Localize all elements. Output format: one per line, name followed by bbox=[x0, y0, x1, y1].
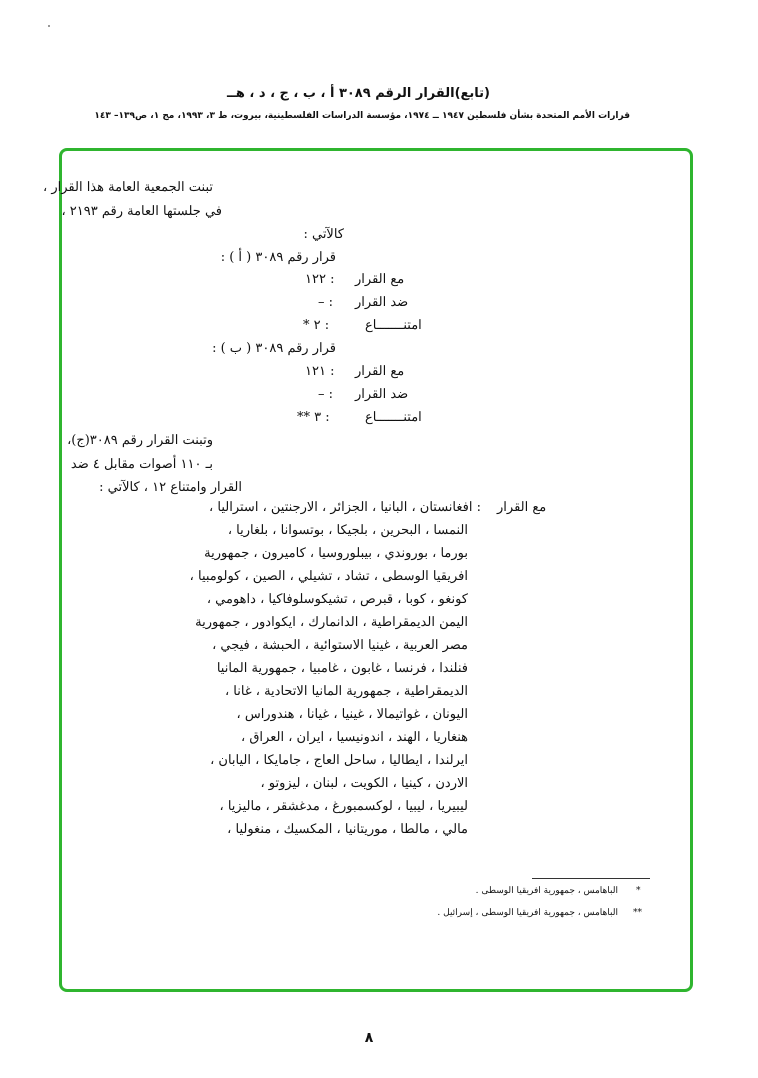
country-list-line: فنلندا ، فرنسا ، غابون ، غامبيا ، جمهورية المانيا bbox=[216, 661, 468, 676]
footnote-rule bbox=[532, 878, 650, 879]
country-list-line: اليونان ، غواتيمالا ، غينيا ، غيانا ، هندوراس ، bbox=[236, 707, 468, 722]
resolution-c-line: بـ ١١٠ أصوات مقابل ٤ ضد bbox=[70, 457, 213, 472]
vote-label: امتنـــــــاع bbox=[365, 410, 422, 425]
intro-line: تبنت الجمعية العامة هذا القرار ، bbox=[43, 180, 213, 195]
resolution-a-heading: قرار رقم ٣٠٨٩ ( أ ) : bbox=[220, 250, 336, 265]
country-list-line: : افغانستان ، البانيا ، الجزائر ، الارجنتين ، استراليا ، bbox=[209, 500, 481, 515]
country-list-line: الديمقراطية ، جمهورية المانيا الاتحادية ، غانا ، bbox=[224, 684, 468, 699]
vote-label: ضد القرار bbox=[355, 387, 409, 402]
footnote-text: الباهامس ، جمهورية افريقيا الوسطى ، إسرائيل . bbox=[437, 908, 618, 918]
intro-line: في جلستها العامة رقم ٢١٩٣ ، bbox=[61, 204, 222, 219]
vote-label: امتنـــــــاع bbox=[365, 318, 422, 333]
page-number: ٨ bbox=[364, 1030, 374, 1046]
country-list-line: النمسا ، البحرين ، بلجيكا ، بوتسوانا ، بلغاريا ، bbox=[227, 523, 468, 538]
country-list-line: كونغو ، كوبا ، قبرص ، تشيكوسلوفاكيا ، داهومي ، bbox=[206, 592, 468, 607]
vote-label: ضد القرار bbox=[355, 295, 409, 310]
vote-value: : – bbox=[318, 295, 334, 310]
intro-line: كالآتي : bbox=[303, 227, 344, 242]
country-list-line: مصر العربية ، غينيا الاستوائية ، الحبشة ، فيجي ، bbox=[212, 638, 468, 653]
vote-value: : ١٢٢ bbox=[305, 272, 335, 287]
country-list-line: ليبيريا ، ليبيا ، لوكسمبورغ ، مدغشقر ، ماليزيا ، bbox=[219, 799, 468, 814]
country-list-line: اليمن الديمقراطية ، الدانمارك ، ايكوادور ، جمهورية bbox=[195, 615, 468, 630]
vote-label: مع القرار bbox=[355, 364, 405, 379]
source-citation: قرارات الأمم المتحدة بشأن فلسطين ١٩٤٧ ــ ١٩٧٤، مؤسسة الدراسات الفلسطينية، بيروت، ط ٣، ١٩٩٣، مج ١، ص١٣٩– ١٤٣ bbox=[94, 111, 630, 121]
footnote-mark: * bbox=[636, 886, 641, 896]
vote-value: : ٣ ** bbox=[297, 410, 330, 425]
country-list-line: ايرلندا ، ايطاليا ، ساحل العاج ، جامايكا ، اليابان ، bbox=[210, 753, 468, 768]
vote-value: : – bbox=[318, 387, 334, 402]
vote-value: : ٢ * bbox=[303, 318, 330, 333]
country-list-line: الاردن ، كينيا ، الكويت ، لبنان ، ليزوتو ، bbox=[260, 776, 468, 791]
country-list-line: افريقيا الوسطى ، تشاد ، تشيلي ، الصين ، كولومبيا ، bbox=[189, 569, 468, 584]
vote-label: مع القرار bbox=[355, 272, 405, 287]
country-list-line: هنغاريا ، الهند ، اندونيسيا ، ايران ، العراق ، bbox=[241, 730, 468, 745]
vote-value: : ١٢١ bbox=[305, 364, 335, 379]
scan-speck bbox=[48, 25, 50, 27]
resolution-b-heading: قرار رقم ٣٠٨٩ ( ب ) : bbox=[212, 341, 336, 356]
resolution-c-line: القرار وامتناع ١٢ ، كالآتي : bbox=[99, 480, 242, 495]
page-title: (تابع)القرار الرقم ٣٠٨٩ أ ، ب ، ج ، د ، هــ bbox=[226, 86, 490, 101]
in-favour-label: مع القرار bbox=[497, 500, 547, 515]
footnote-text: الباهامس ، جمهورية افريقيا الوسطى . bbox=[475, 886, 618, 896]
footnote-mark: ** bbox=[633, 908, 642, 918]
country-list-line: مالي ، مالطا ، موريتانيا ، المكسيك ، منغوليا ، bbox=[227, 822, 468, 837]
resolution-c-line: وتبنت القرار رقم ٣٠٨٩(ج)، bbox=[67, 433, 213, 448]
country-list-line: بورما ، بوروندي ، بيبلوروسيا ، كاميرون ، جمهورية bbox=[204, 546, 468, 561]
